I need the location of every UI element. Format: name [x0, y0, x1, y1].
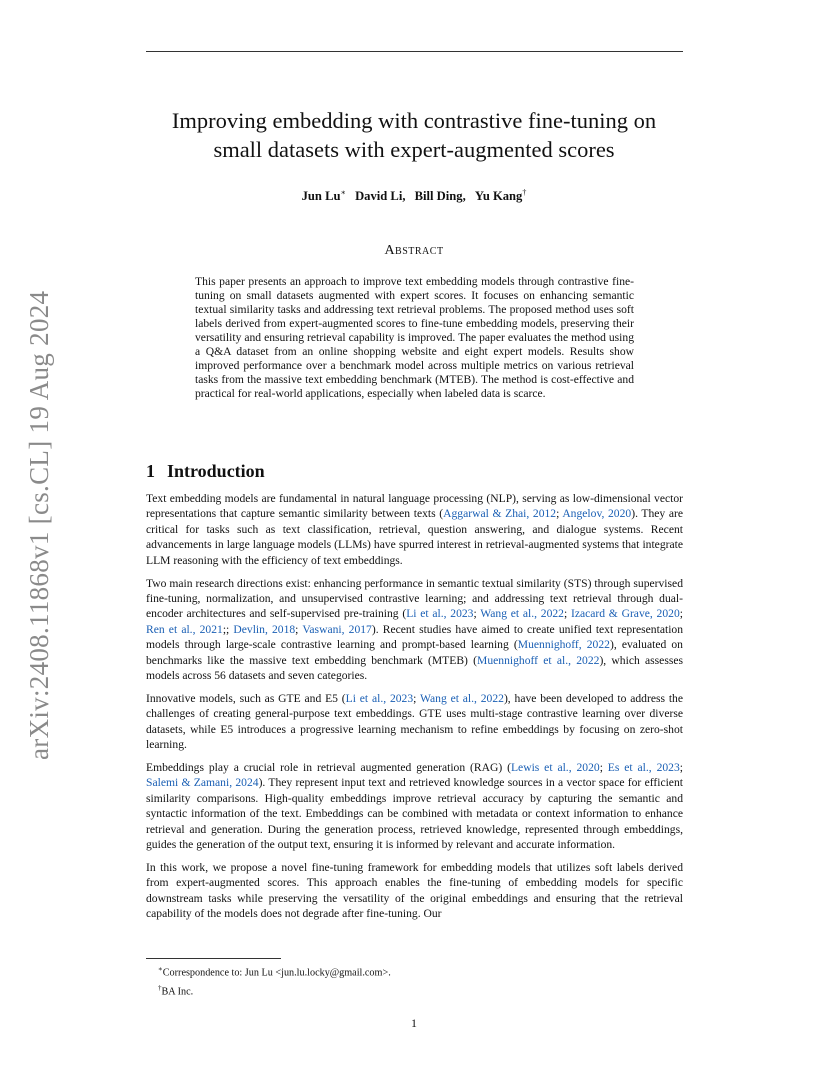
introduction-body: [146, 491, 683, 929]
text-run: ;;: [222, 622, 234, 636]
abstract-heading: Abstract: [384, 243, 444, 258]
author-name: David Li,: [355, 189, 406, 204]
citation-link[interactable]: Aggarwal & Zhai, 2012: [443, 507, 557, 521]
author-list: [140, 188, 688, 204]
text-run: Embeddings play a crucial role in retrieval augmented generation (RAG) (: [146, 761, 511, 774]
author: [355, 189, 405, 203]
section-title: Introduction: [167, 461, 265, 481]
text-run: ), evaluated on benchmarks like the massive text embedding benchmark (MTEB) (: [146, 638, 683, 667]
citation-link[interactable]: Wang et al., 2022: [480, 607, 564, 621]
section-heading: [146, 461, 265, 482]
citation-link[interactable]: Salemi & Zamani, 2024: [146, 776, 259, 790]
paragraph: In this work, we propose a novel fine-tuning framework for embedding models that utilizes soft labels derived from expert-augmented scores. This approach enables the fine-tuning of embedding models for specific downstream tasks while preserving the versatility of the original embeddings and ensuring that the retrieval capability of the models does not degrade after fine-tuning. Our: [146, 860, 683, 921]
text-run: Innovative models, such as GTE and E5 (: [146, 691, 346, 705]
paper-title: [140, 106, 688, 164]
citation-link[interactable]: Muennighoff, 2022: [517, 638, 610, 652]
author-name: Bill Ding,: [414, 189, 466, 204]
text-run: ). Recent studies have aimed to create unified text representation models through large-scale contrastive learning and prompt-based learning (: [146, 622, 684, 652]
arxiv-identifier-stamp[interactable]: arXiv:2408.11868v1 [cs.CL] 19 Aug 2024: [24, 290, 54, 760]
author: [475, 189, 526, 203]
author: [302, 189, 346, 203]
author-footnote-mark[interactable]: ∗: [340, 188, 346, 197]
citation-link[interactable]: Angelov, 2020: [562, 507, 632, 521]
footnote-text: BA Inc.: [161, 986, 194, 998]
text-run: ;: [295, 622, 303, 636]
text-run: ). They are critical for tasks such as text classification, retrieval, question answering, and dialogue systems. Recent advancements in large language models (LLMs) have spurred interest in retrieval-augmented systems that integrate LLM reasoning with the efficiency of text embeddings.: [146, 507, 683, 567]
footnotes: [158, 962, 391, 1000]
paragraph: [146, 576, 683, 684]
text-run: ), have been developed to address the challenges of creating general-purpose text embeddings. GTE uses multi-stage contrastive learning over diverse datasets, while E5 introduces a progressive learning mechanism to refine embeddings by focusing on zero-shot learning.: [146, 691, 683, 752]
author-name: Jun Lu: [301, 189, 341, 204]
citation-link[interactable]: Muennighoff et al., 2022: [477, 653, 600, 667]
citation-link[interactable]: Li et al., 2023: [406, 607, 474, 621]
footnote: [158, 981, 391, 1000]
text-run: ;: [679, 607, 683, 621]
text-run: Two main research directions exist: enhancing performance in semantic textual similarity (STS) through supervised fine-tuning, normalization, and unsupervised contrastive learning; and addressing text retrieval through dual-encoder architectures and self-supervised pre-training (: [146, 576, 683, 621]
citation-link[interactable]: Ren et al., 2021: [146, 622, 223, 636]
text-run: ;: [563, 607, 571, 621]
citation-link[interactable]: Vaswani, 2017: [302, 622, 372, 636]
text-run: ;: [599, 761, 608, 774]
footnote-mark: †: [158, 983, 162, 992]
text-run: ;: [413, 691, 420, 705]
author: [415, 189, 466, 203]
footnote-mark: ∗: [158, 965, 163, 973]
paragraph: [146, 491, 683, 568]
footnote-text: Correspondence to: Jun Lu <jun.lu.locky@gmail.com>.: [162, 967, 391, 979]
text-run: ;: [679, 761, 683, 774]
footnote-rule: [146, 958, 281, 959]
paragraph: [146, 691, 683, 753]
section-number: 1: [146, 461, 155, 481]
title-line-2: small datasets with expert-augmented scores: [213, 137, 615, 162]
citation-link[interactable]: Lewis et al., 2020: [510, 761, 600, 774]
text-run: ;: [473, 607, 481, 621]
page-number: 1: [411, 1016, 417, 1030]
citation-link[interactable]: Izacard & Grave, 2020: [570, 607, 680, 621]
header-rule: [146, 51, 683, 52]
abstract-text: This paper presents an approach to improve text embedding models through contrastive fine-tuning on small datasets augmented with expert scores. It focuses on enhancing semantic textual similarity tasks and addressing text retrieval problems. The proposed method uses soft labels derived from expert-augmented scores to fine-tune embedding models, preserving their versatility and ensuring retrieval capability is improved. The paper evaluates the method using a Q&A dataset from an online shopping website and eight expert models. Results show improved performance over a benchmark model across multiple metrics on various retrieval tasks from the massive text embedding benchmark (MTEB). The method is cost-effective and practical for real-world applications, especially when labeled data is scarce.: [195, 275, 634, 400]
citation-link[interactable]: Es et al., 2023: [607, 761, 680, 774]
title-line-1: Improving embedding with contrastive fine-tuning on: [171, 108, 657, 133]
author-name: Yu Kang: [474, 189, 523, 204]
text-run: ). They represent input text and retrieved knowledge sources in a vector space for efficient similarity comparisons. High-quality embeddings improve retrieval accuracy by capturing the semantic and syntactic information of the text. Embeddings can be combined with metadata or context information to enhance retrieval and generation. During the generation process, retrieved knowledge, represented through embeddings, guides the generation of the output text, ensuring it is informed by relevant and accurate information.: [146, 776, 683, 852]
citation-link[interactable]: Devlin, 2018: [233, 622, 296, 636]
text-run: ), which assesses models across 56 datasets and seven categories.: [146, 653, 684, 682]
author-footnote-mark[interactable]: †: [522, 188, 527, 197]
paragraph: [146, 760, 683, 852]
text-run: Text embedding models are fundamental in natural language processing (NLP), serving as low-dimensional vector representations that capture semantic similarity between texts (: [146, 492, 683, 521]
text-run: ;: [556, 507, 563, 521]
footnote: [158, 962, 391, 981]
citation-link[interactable]: Li et al., 2023: [345, 691, 414, 705]
citation-link[interactable]: Wang et al., 2022: [420, 691, 504, 705]
